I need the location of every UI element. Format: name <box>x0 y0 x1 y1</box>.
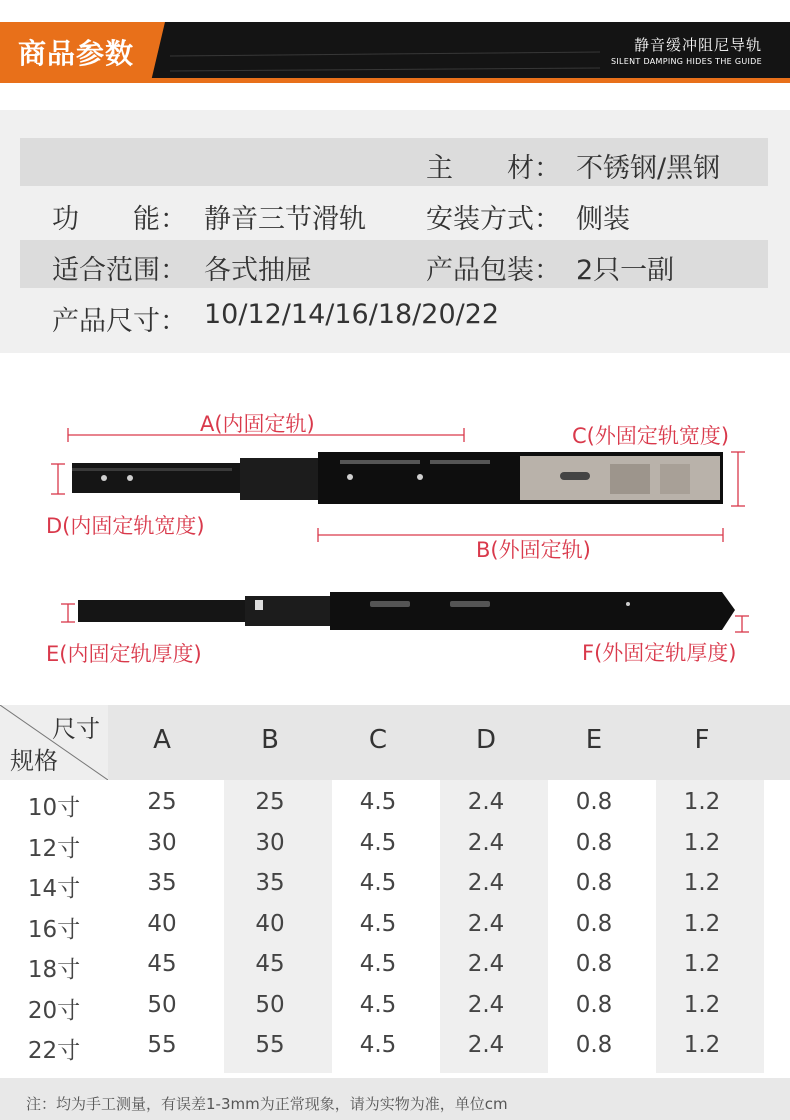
param-row-material <box>20 138 768 186</box>
table-cell: 30 <box>255 829 285 856</box>
table-cell: 4.5 <box>359 951 397 977</box>
table-cell: 4.5 <box>359 829 397 856</box>
table-cell: 25 <box>147 789 177 815</box>
table-cell: 4.5 <box>359 991 397 1018</box>
outer-rail-side <box>330 592 735 630</box>
label-b: B(外固定轨) <box>476 538 591 562</box>
table-cell: 1.2 <box>683 1032 721 1058</box>
rail-diagram <box>0 360 790 690</box>
table-cell: 0.8 <box>575 991 613 1018</box>
param-function-label: 功 能： <box>52 204 187 235</box>
table-cell: 2.4 <box>467 951 505 977</box>
damper-part-1 <box>610 464 650 494</box>
table-cell: 25 <box>255 789 285 815</box>
table-cell: 40 <box>255 910 285 937</box>
param-row-function <box>20 189 768 237</box>
row-size-label: 20寸 <box>27 997 81 1024</box>
table-cell: 40 <box>147 910 177 937</box>
table-corner <box>0 705 108 780</box>
table-cell: 2.4 <box>467 1032 505 1058</box>
table-cell: 50 <box>147 991 177 1018</box>
row-size-label: 22寸 <box>27 1038 81 1064</box>
table-cell: 35 <box>255 870 285 896</box>
row-size-label: 10寸 <box>27 795 81 821</box>
param-function-value: 静音三节滑轨 <box>204 204 366 235</box>
page-title: 商品参数 <box>18 37 135 70</box>
param-material-value: 不锈钢/黑钢 <box>576 153 721 184</box>
corner-size-label: 尺寸 <box>52 715 100 743</box>
column-header-a: A <box>153 725 171 755</box>
label-e: E(内固定轨厚度) <box>46 642 202 666</box>
column-header-b: B <box>261 725 279 755</box>
label-d: D(内固定轨宽度) <box>46 514 205 538</box>
table-cell: 2.4 <box>467 991 505 1018</box>
table-cell: 4.5 <box>359 870 397 896</box>
rail-bottom-illustration <box>78 592 735 630</box>
param-scope-label: 适合范围： <box>52 255 187 286</box>
table-cell: 30 <box>147 829 177 856</box>
rail-top-illustration <box>72 452 723 504</box>
row-size-label: 12寸 <box>27 835 81 862</box>
table-cell: 4.5 <box>359 789 397 815</box>
param-package-value: 2只一副 <box>576 255 675 286</box>
table-cell: 45 <box>147 951 177 977</box>
table-cell: 0.8 <box>575 829 613 856</box>
table-cell: 0.8 <box>575 910 613 937</box>
table-cell: 1.2 <box>683 951 721 977</box>
table-cell: 0.8 <box>575 951 613 977</box>
row-size-label: 14寸 <box>27 876 81 902</box>
table-cell: 0.8 <box>575 870 613 896</box>
table-cell: 50 <box>255 991 285 1018</box>
table-cell: 1.2 <box>683 910 721 937</box>
spec-table <box>0 705 790 1073</box>
damper-slot <box>560 472 590 480</box>
header-subtitle-en: SILENT DAMPING HIDES THE GUIDE <box>610 57 762 66</box>
table-cell: 0.8 <box>575 789 613 815</box>
param-row-scope <box>20 240 768 288</box>
label-f: F(外固定轨厚度) <box>582 641 737 665</box>
column-header-c: C <box>368 725 388 755</box>
table-cell: 4.5 <box>359 910 397 937</box>
table-cell: 0.8 <box>575 1032 613 1058</box>
row-size-label: 18寸 <box>27 957 81 983</box>
header-accent-stripe <box>0 78 790 83</box>
footnote: 注：均为手工测量，有误差1-3mm为正常现象，请为实物为准，单位cm <box>26 1095 508 1113</box>
table-cell: 45 <box>255 951 285 977</box>
row-size-label: 16寸 <box>27 916 81 943</box>
banner-texture <box>170 46 600 96</box>
param-material-label: 主 材： <box>426 153 561 184</box>
table-cell: 2.4 <box>467 870 505 896</box>
damper-part-2 <box>660 464 690 494</box>
inner-rail-top <box>72 463 252 493</box>
table-cell: 1.2 <box>683 870 721 896</box>
table-cell: 1.2 <box>683 991 721 1018</box>
param-size-label: 产品尺寸： <box>52 306 187 337</box>
table-cell: 55 <box>147 1032 177 1058</box>
param-install-value: 侧装 <box>576 204 630 235</box>
param-row-size <box>20 291 768 339</box>
table-cell: 4.5 <box>359 1032 397 1058</box>
table-cell: 2.4 <box>467 789 505 815</box>
table-cell: 35 <box>147 870 177 896</box>
header-subtitle <box>611 34 762 66</box>
param-install-label: 安装方式： <box>426 204 561 235</box>
header-subtitle-zh: 静音缓冲阻尼导轨 <box>633 36 762 54</box>
table-cell: 1.2 <box>683 789 721 815</box>
table-cell: 2.4 <box>467 910 505 937</box>
label-c: C(外固定轨宽度) <box>572 424 730 448</box>
inner-rail-side <box>78 600 250 622</box>
param-size-value: 10/12/14/16/18/20/22 <box>204 299 500 330</box>
column-header-d: D <box>475 725 497 755</box>
column-header-f: F <box>694 725 710 755</box>
label-a: A(内固定轨) <box>200 412 315 436</box>
param-package-label: 产品包装： <box>426 255 561 286</box>
corner-spec-label: 规格 <box>10 747 58 775</box>
table-cell: 2.4 <box>467 829 505 856</box>
param-scope-value: 各式抽屉 <box>204 255 312 286</box>
column-header-e: E <box>585 725 603 755</box>
table-cell: 55 <box>255 1032 285 1058</box>
table-cell: 1.2 <box>683 829 721 856</box>
